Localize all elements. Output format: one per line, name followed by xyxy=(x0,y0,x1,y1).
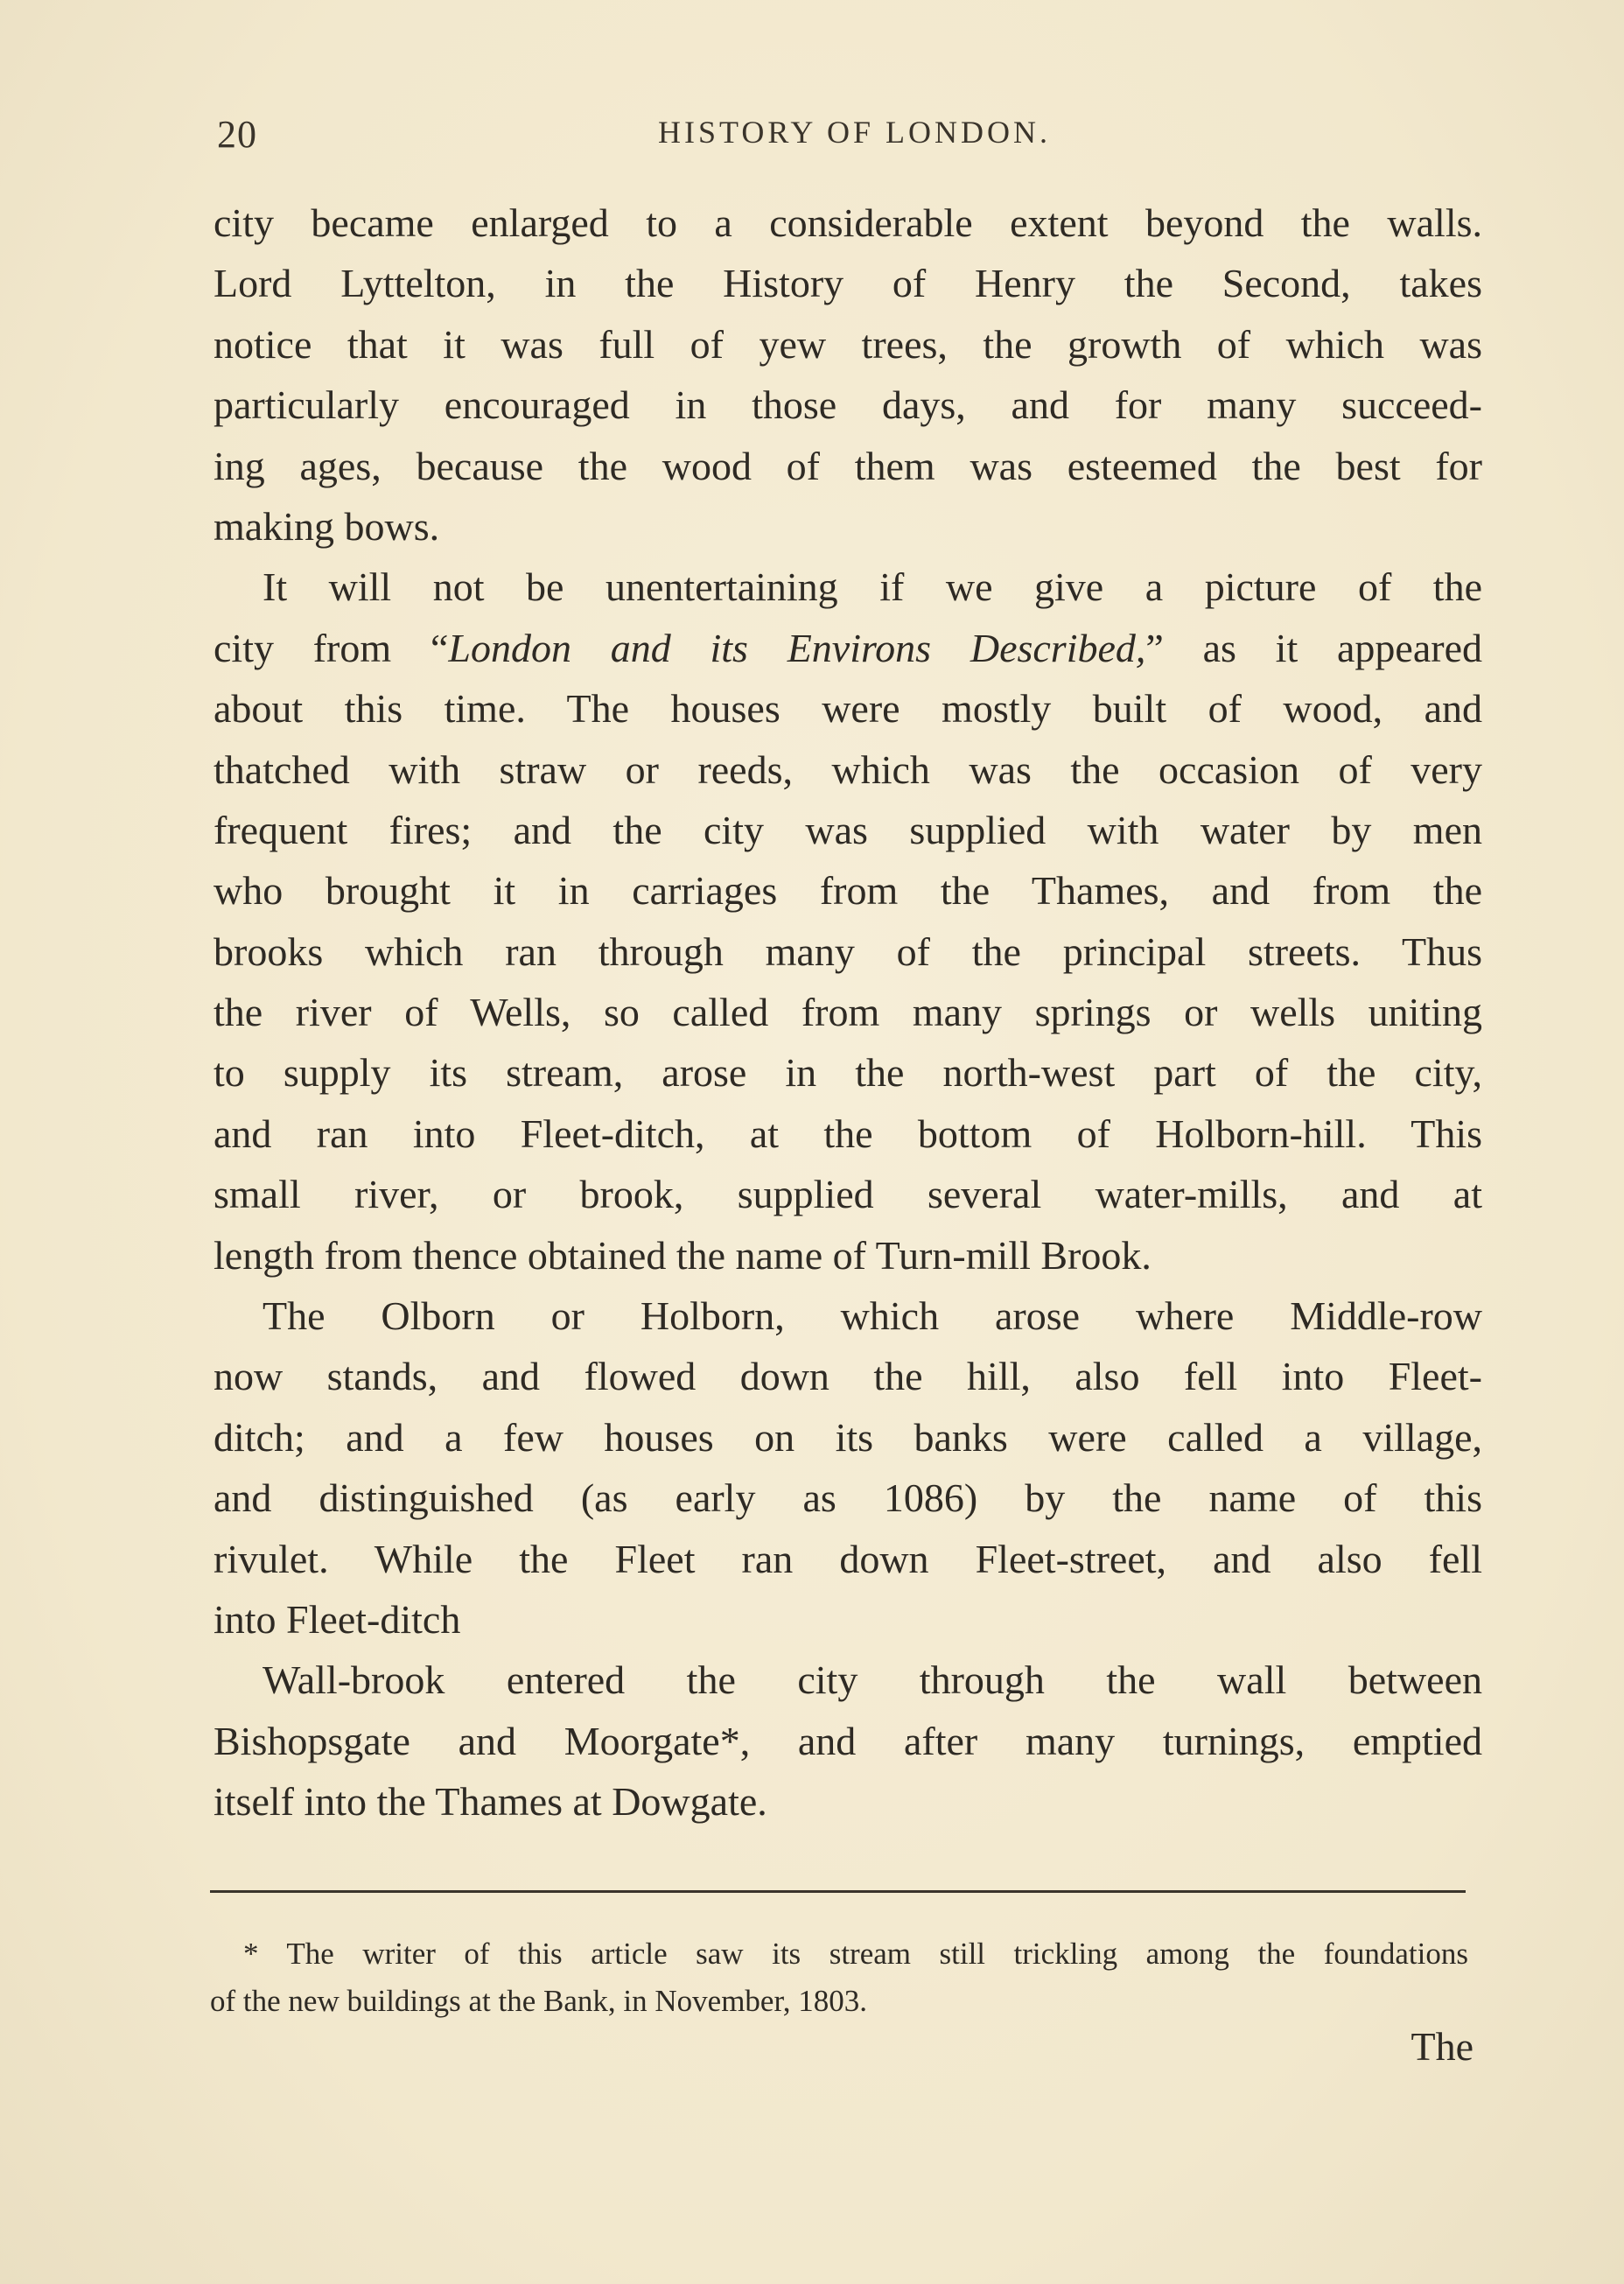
footnote xyxy=(210,1930,1468,2025)
text-line: frequent fires; and the city was supplied with water by men xyxy=(214,807,1482,852)
text-line: ditch; and a few houses on its banks were called a village, xyxy=(214,1414,1482,1460)
text-line: ing ages, because the wood of them was esteemed the best for xyxy=(214,443,1482,488)
page-number: 20 xyxy=(217,113,257,156)
text-line: and ran into Fleet-ditch, at the bottom of Holborn-hill. This xyxy=(214,1110,1482,1156)
text-line: small river, or brook, supplied several water-mills, and at xyxy=(214,1172,1482,1217)
running-head xyxy=(0,112,1624,165)
text-line: city became enlarged to a considerable extent beyond the walls. xyxy=(214,200,1482,245)
citation-title: London and its Environs Described, xyxy=(448,625,1146,670)
citation-open-quote: “ xyxy=(430,625,449,670)
text-line: thatched with straw or reeds, which was the occasion of very xyxy=(214,746,1482,792)
text-line: itself into the Thames at Dowgate. xyxy=(214,1779,767,1825)
citation-close-quote: ” xyxy=(1145,625,1164,670)
text-line: who brought it in carriages from the Thames, and from the xyxy=(214,868,1482,914)
footnote-line: of the new buildings at the Bank, in November, 1803. xyxy=(210,1984,867,2018)
running-title: HISTORY OF LONDON. xyxy=(658,115,1052,150)
footnote-rule xyxy=(210,1890,1466,1893)
footnote-line: * The writer of this article saw its stream still trickling among the foundations xyxy=(243,1937,1468,1971)
text-line: It will not be unentertaining if we give a picture of the xyxy=(262,564,1482,610)
text-line: now stands, and flowed down the hill, also fell into Fleet- xyxy=(214,1354,1482,1399)
text-line: Lord Lyttelton, in the History of Henry the Second, takes xyxy=(214,261,1482,306)
citation-line xyxy=(214,618,1482,678)
text-line: rivulet. While the Fleet ran down Fleet-street, and also fell xyxy=(214,1536,1482,1581)
body-text xyxy=(214,193,1482,1832)
text-line: and distinguished (as early as 1086) by the name of this xyxy=(214,1475,1482,1521)
text-line: to supply its stream, arose in the north-west part of the city, xyxy=(214,1050,1482,1096)
text-line: Bishopsgate and Moorgate*, and after many turnings, emptied xyxy=(214,1718,1482,1763)
catchword: The xyxy=(1410,2024,1474,2069)
text-line: brooks which ran through many of the principal streets. Thus xyxy=(214,928,1482,974)
text-line: length from thence obtained the name of Turn-mill Brook. xyxy=(214,1232,1152,1278)
text-line: particularly encouraged in those days, and for many succeed- xyxy=(214,382,1482,428)
citation-after: as it appeared xyxy=(1163,625,1482,670)
citation-prefix: city from xyxy=(214,625,392,670)
text-line: the river of Wells, so called from many springs or wells uniting xyxy=(214,990,1482,1035)
text-line: Wall-brook entered the city through the wall between xyxy=(262,1657,1482,1703)
text-line: The Olborn or Holborn, which arose where Middle-row xyxy=(262,1293,1482,1339)
text-line: into Fleet-ditch xyxy=(214,1596,461,1642)
text-line: about this time. The houses were mostly built of wood, and xyxy=(214,686,1482,732)
text-line: notice that it was full of yew trees, the growth of which was xyxy=(214,321,1482,367)
text-line: making bows. xyxy=(214,503,440,549)
